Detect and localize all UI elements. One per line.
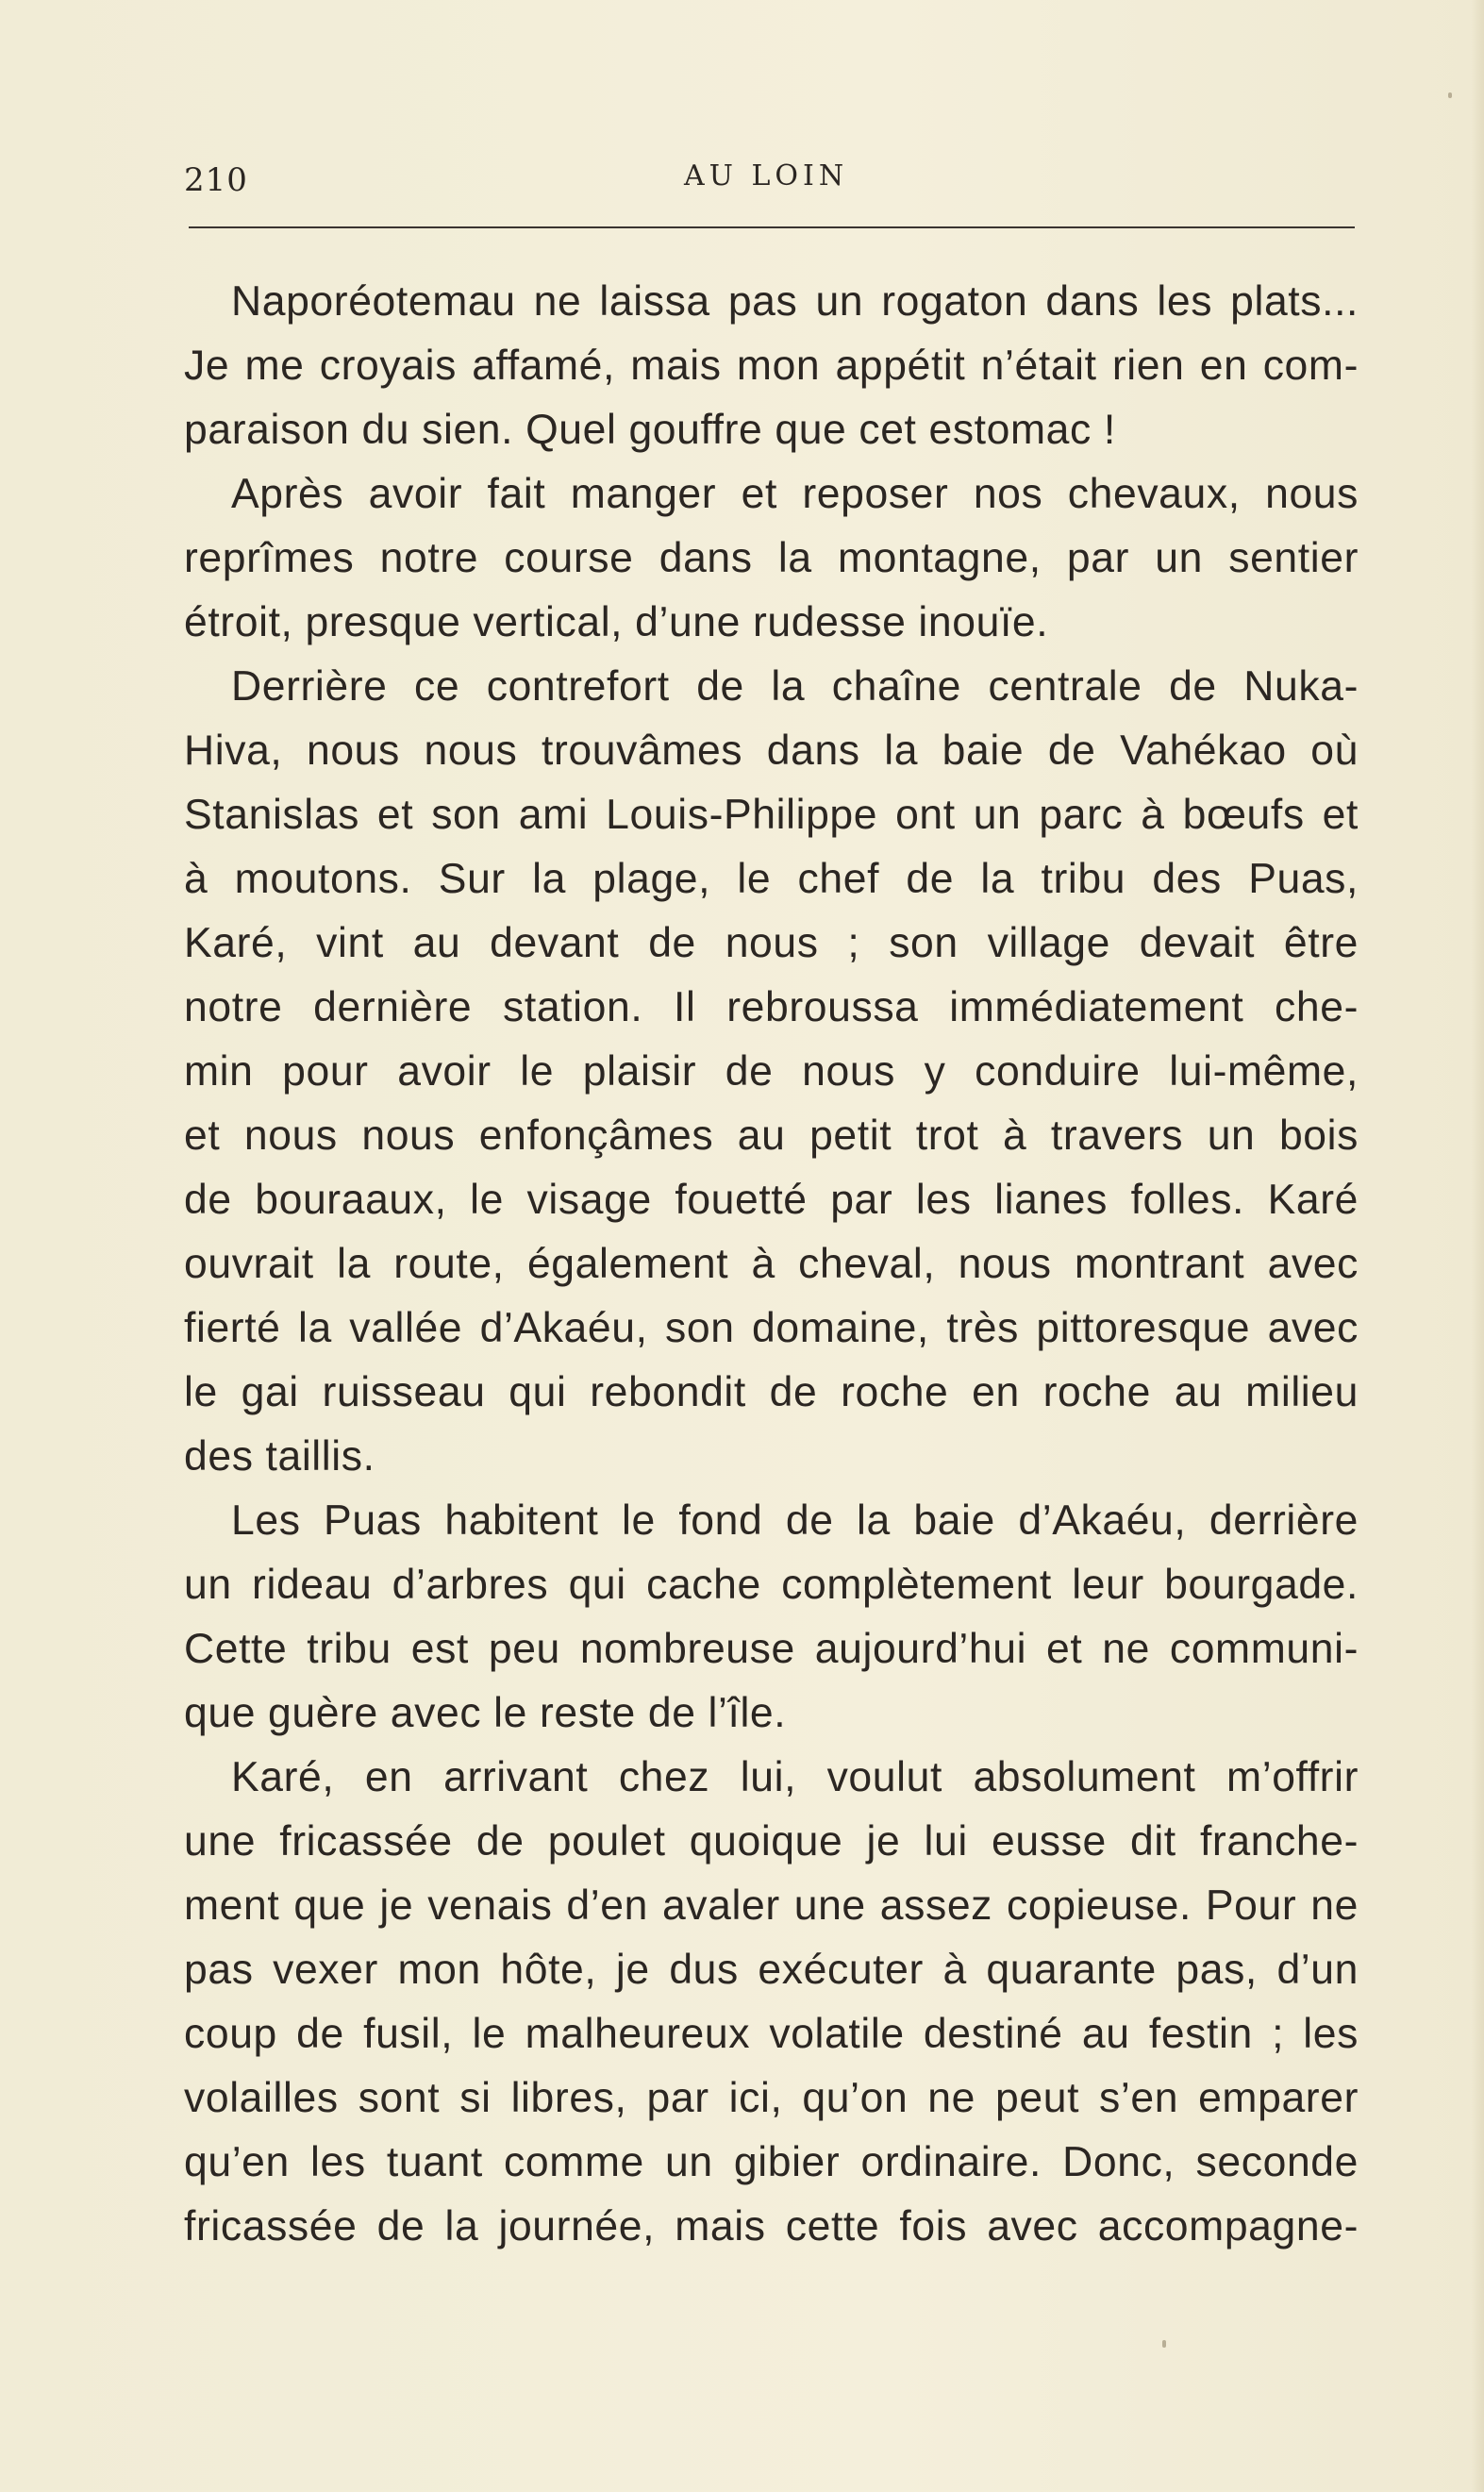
text-line: coup de fusil, le malheureux volatile destiné au festin ; les <box>184 2011 1359 2057</box>
text-line: qu’en les tuant comme un gibier ordinaire. Donc, seconde <box>184 2139 1359 2185</box>
text-line: Karé, en arrivant chez lui, voulut absolument m’offrir <box>231 1754 1359 1800</box>
text-line: fricassée de la journée, mais cette fois avec accompagne- <box>184 2203 1359 2249</box>
text-line: le gai ruisseau qui rebondit de roche en roche au milieu <box>184 1369 1359 1415</box>
paper-speck <box>1448 92 1452 98</box>
text-line: et nous nous enfonçâmes au petit trot à travers un bois <box>184 1112 1359 1159</box>
text-line: Je me croyais affamé, mais mon appétit n’était rien en com- <box>184 343 1359 389</box>
text-line: pas vexer mon hôte, je dus exécuter à quarante pas, d’un <box>184 1947 1359 1993</box>
body-text <box>184 270 1359 2259</box>
text-line: ment que je venais d’en avaler une assez copieuse. Pour ne <box>184 1882 1359 1929</box>
text-line: min pour avoir le plaisir de nous y conduire lui-même, <box>184 1048 1359 1095</box>
text-line: de bouraaux, le visage fouetté par les lianes folles. Karé <box>184 1177 1359 1223</box>
text-line: notre dernière station. Il rebroussa immédiatement che- <box>184 984 1359 1030</box>
text-line: ouvrait la route, également à cheval, nous montrant avec <box>184 1241 1359 1287</box>
text-line: des taillis. <box>184 1433 375 1480</box>
text-line: Les Puas habitent le fond de la baie d’Akaéu, derrière <box>231 1497 1359 1544</box>
running-title: AU LOIN <box>684 159 849 192</box>
paper-speck <box>1162 2340 1166 2348</box>
text-line: une fricassée de poulet quoique je lui eusse dit franche- <box>184 1818 1359 1865</box>
text-line: que guère avec le reste de l’île. <box>184 1690 787 1736</box>
text-line: volailles sont si libres, par ici, qu’on ne peut s’en emparer <box>184 2075 1359 2121</box>
text-line: reprîmes notre course dans la montagne, par un sentier <box>184 535 1359 581</box>
text-line: Après avoir fait manger et reposer nos chevaux, nous <box>231 471 1359 517</box>
page-header <box>184 154 1354 210</box>
text-line: Naporéotemau ne laissa pas un rogaton dans les plats... <box>231 278 1359 325</box>
text-line: Derrière ce contrefort de la chaîne centrale de Nuka- <box>231 663 1359 710</box>
text-line: Stanislas et son ami Louis-Philippe ont un parc à bœufs et <box>184 792 1359 838</box>
text-line: un rideau d’arbres qui cache complètement leur bourgade. <box>184 1562 1359 1608</box>
text-line: Cette tribu est peu nombreuse aujourd’hui et ne communi- <box>184 1626 1359 1672</box>
text-line: à moutons. Sur la plage, le chef de la tribu des Puas, <box>184 856 1359 902</box>
text-line: étroit, presque vertical, d’une rudesse inouïe. <box>184 599 1049 645</box>
header-rule <box>189 226 1355 228</box>
text-line: fierté la vallée d’Akaéu, son domaine, très pittoresque avec <box>184 1305 1359 1351</box>
page-number: 210 <box>184 161 248 199</box>
text-line: paraison du sien. Quel gouffre que cet estomac ! <box>184 407 1116 453</box>
page-edge-shadow <box>1471 0 1484 2492</box>
text-line: Hiva, nous nous trouvâmes dans la baie de Vahékao où <box>184 728 1359 774</box>
text-line: Karé, vint au devant de nous ; son village devait être <box>184 920 1359 966</box>
